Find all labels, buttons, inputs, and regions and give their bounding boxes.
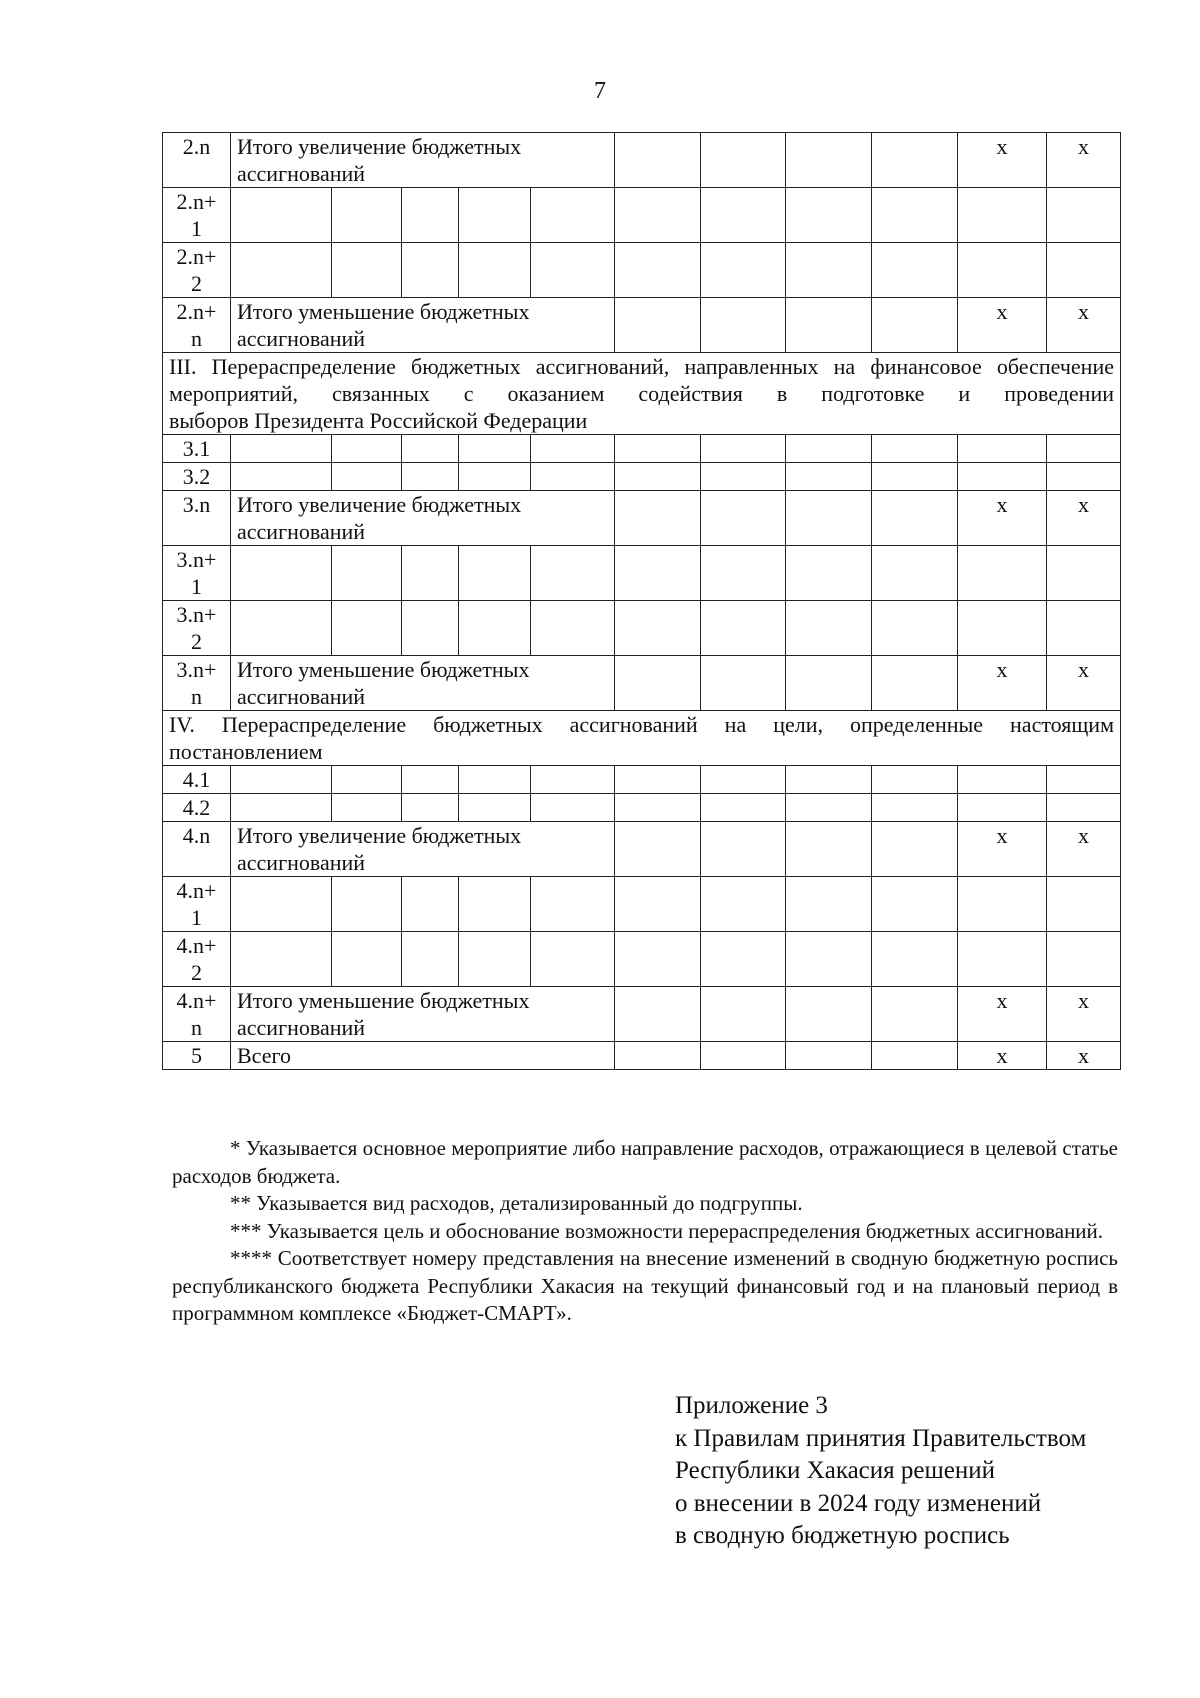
table-cell: [1047, 877, 1121, 932]
section-heading-last-line: постановлением: [169, 739, 323, 764]
table-cell: [615, 1042, 701, 1070]
row-number: 2.n: [163, 133, 231, 188]
table-cell: [872, 1042, 958, 1070]
table-cell: [231, 243, 332, 298]
table-cell: [701, 243, 786, 298]
table-cell: [615, 133, 701, 188]
table-cell: [872, 601, 958, 656]
x-mark: x: [1047, 133, 1121, 188]
table-cell: [231, 932, 332, 987]
table-cell: [786, 133, 872, 188]
appendix-line: в сводную бюджетную роспись: [675, 1522, 1010, 1549]
table-cell: [786, 463, 872, 491]
table-cell: [332, 243, 402, 298]
table-cell: [402, 794, 459, 822]
table-cell: [531, 243, 615, 298]
x-mark: x: [958, 298, 1047, 353]
table-cell: [615, 794, 701, 822]
table-cell: [402, 188, 459, 243]
table-row: [163, 766, 1121, 794]
row-number: 3.2: [163, 463, 231, 491]
table-cell: [701, 766, 786, 794]
row-number: 3.n: [163, 491, 231, 546]
table-row: [163, 491, 1121, 546]
table-cell: [872, 987, 958, 1042]
appendix-line: Приложение 3: [675, 1392, 828, 1419]
table-row: [163, 435, 1121, 463]
table-cell: [615, 463, 701, 491]
table-cell: [459, 877, 531, 932]
row-label: Итого уменьшение бюджетных ассигнований: [231, 987, 615, 1042]
table-cell: [872, 766, 958, 794]
table-cell: [531, 601, 615, 656]
table-cell: [1047, 435, 1121, 463]
table-cell: [231, 794, 332, 822]
table-cell: [786, 601, 872, 656]
table-cell: [872, 435, 958, 463]
table-cell: [1047, 932, 1121, 987]
table-cell: [402, 877, 459, 932]
table-cell: [459, 435, 531, 463]
table-cell: [531, 188, 615, 243]
table-cell: [231, 766, 332, 794]
table-cell: [958, 463, 1047, 491]
table-cell: [402, 932, 459, 987]
x-mark: x: [958, 987, 1047, 1042]
table-row: [163, 656, 1121, 711]
table-cell: [701, 932, 786, 987]
row-number: 2.n+ 2: [163, 243, 231, 298]
table-cell: [615, 822, 701, 877]
table-cell: [531, 435, 615, 463]
table-cell: [332, 877, 402, 932]
appendix-line: Республики Хакасия решений: [675, 1457, 995, 1484]
table-cell: [615, 435, 701, 463]
row-number: 4.n+ 2: [163, 932, 231, 987]
row-label: Итого увеличение бюджетных ассигнований: [231, 491, 615, 546]
table-cell: [402, 435, 459, 463]
table-cell: [459, 932, 531, 987]
table-cell: [786, 822, 872, 877]
table-cell: [231, 435, 332, 463]
row-number: 4.n+ 1: [163, 877, 231, 932]
table-cell: [615, 188, 701, 243]
table-cell: [786, 877, 872, 932]
table-cell: [872, 932, 958, 987]
x-mark: x: [1047, 656, 1121, 711]
table-cell: [459, 463, 531, 491]
table-cell: [615, 656, 701, 711]
table-row: [163, 987, 1121, 1042]
table-cell: [531, 794, 615, 822]
table-cell: [958, 877, 1047, 932]
row-number: 4.1: [163, 766, 231, 794]
table-cell: [1047, 766, 1121, 794]
row-number: 3.n+ 1: [163, 546, 231, 601]
table-cell: [786, 766, 872, 794]
table-cell: [459, 546, 531, 601]
x-mark: x: [958, 133, 1047, 188]
footnote: * Указывается основное мероприятие либо направление расходов, отражающиеся в целевой статье расходов бюджета.: [172, 1136, 1118, 1188]
table-cell: [615, 298, 701, 353]
table-cell: [872, 133, 958, 188]
table-cell: [872, 546, 958, 601]
table-cell: [872, 243, 958, 298]
row-number: 2.n+ n: [163, 298, 231, 353]
table-cell: [786, 932, 872, 987]
table-cell: [231, 601, 332, 656]
table-cell: [872, 877, 958, 932]
footnote: ** Указывается вид расходов, детализированный до подгруппы.: [230, 1191, 803, 1215]
table-cell: [332, 932, 402, 987]
table-cell: [615, 932, 701, 987]
table-cell: [701, 1042, 786, 1070]
table-cell: [958, 932, 1047, 987]
table-cell: [701, 601, 786, 656]
x-mark: x: [958, 491, 1047, 546]
table-cell: [701, 656, 786, 711]
row-label: Итого уменьшение бюджетных ассигнований: [231, 298, 615, 353]
table-cell: [701, 435, 786, 463]
table-cell: [701, 822, 786, 877]
row-number: 3.n+ 2: [163, 601, 231, 656]
table-cell: [459, 188, 531, 243]
table-cell: [402, 601, 459, 656]
table-cell: [958, 243, 1047, 298]
row-number: 2.n+ 1: [163, 188, 231, 243]
x-mark: x: [958, 822, 1047, 877]
table-cell: [231, 463, 332, 491]
table-cell: [332, 463, 402, 491]
x-mark: x: [958, 656, 1047, 711]
table-cell: [701, 794, 786, 822]
table-cell: [872, 463, 958, 491]
table-cell: [1047, 463, 1121, 491]
table-cell: [459, 766, 531, 794]
table-cell: [402, 243, 459, 298]
row-number: 3.n+ n: [163, 656, 231, 711]
table-cell: [459, 601, 531, 656]
table-cell: [531, 932, 615, 987]
table-cell: [615, 601, 701, 656]
table-cell: [615, 491, 701, 546]
table-cell: [531, 546, 615, 601]
table-cell: [786, 435, 872, 463]
table-cell: [786, 656, 872, 711]
table-row: [163, 601, 1121, 656]
row-label: Итого увеличение бюджетных ассигнований: [231, 822, 615, 877]
table-cell: [332, 435, 402, 463]
table-cell: [332, 766, 402, 794]
table-cell: [531, 463, 615, 491]
x-mark: x: [1047, 987, 1121, 1042]
table-cell: [615, 546, 701, 601]
table-row: [163, 188, 1121, 243]
table-cell: [958, 546, 1047, 601]
table-cell: [231, 188, 332, 243]
section-heading-text: III. Перераспределение бюджетных ассигнований, направленных на финансовое обеспечение мероприятий, связанных с оказанием содействия в подготовке и проведении: [169, 354, 1114, 406]
table-cell: [701, 188, 786, 243]
table-cell: [402, 766, 459, 794]
table-cell: [872, 491, 958, 546]
table-cell: [531, 877, 615, 932]
x-mark: x: [958, 1042, 1047, 1070]
section-heading-last-line: выборов Президента Российской Федерации: [169, 408, 588, 433]
footnote: **** Соответствует номеру представления на внесение изменений в сводную бюджетную роспись республиканского бюджета Республики Хакасия на текущий финансовый год и на плановый период в программном комплексе «Бюджет-СМАРТ».: [172, 1246, 1118, 1325]
table-cell: [1047, 188, 1121, 243]
table-row: [163, 711, 1121, 766]
table-cell: [332, 601, 402, 656]
table-cell: [1047, 601, 1121, 656]
table-cell: [786, 794, 872, 822]
table-cell: [786, 546, 872, 601]
table-cell: [615, 243, 701, 298]
table-cell: [786, 298, 872, 353]
table-cell: [872, 298, 958, 353]
table-cell: [958, 435, 1047, 463]
table-cell: [701, 298, 786, 353]
table-cell: [701, 491, 786, 546]
table-row: [163, 243, 1121, 298]
x-mark: x: [1047, 822, 1121, 877]
table-cell: [872, 188, 958, 243]
table-cell: [701, 463, 786, 491]
table-cell: [615, 766, 701, 794]
appendix-line: к Правилам принятия Правительством: [675, 1424, 1087, 1452]
section-heading: [163, 353, 1121, 435]
table-cell: [786, 987, 872, 1042]
table-row: [163, 298, 1121, 353]
table-cell: [332, 794, 402, 822]
row-number: 5: [163, 1042, 231, 1070]
table-cell: [402, 546, 459, 601]
page-number: 7: [594, 78, 606, 104]
table-cell: [872, 822, 958, 877]
table-cell: [872, 794, 958, 822]
footnote: *** Указывается цель и обоснование возможности перераспределения бюджетных ассигнований.: [230, 1218, 1104, 1243]
table-cell: [872, 656, 958, 711]
x-mark: x: [1047, 1042, 1121, 1070]
row-number: 4.n+ n: [163, 987, 231, 1042]
table-cell: [402, 463, 459, 491]
table-cell: [332, 188, 402, 243]
row-label: Итого уменьшение бюджетных ассигнований: [231, 656, 615, 711]
table-cell: [332, 546, 402, 601]
table-cell: [701, 133, 786, 188]
table-cell: [231, 877, 332, 932]
footnotes: [172, 1135, 1118, 1328]
table-cell: [958, 601, 1047, 656]
table-cell: [786, 188, 872, 243]
appendix-line: о внесении в 2024 году изменений: [675, 1489, 1042, 1517]
appendix-header: [675, 1390, 1155, 1553]
table-row: [163, 546, 1121, 601]
table-row: [163, 877, 1121, 932]
table-cell: [1047, 243, 1121, 298]
table-cell: [231, 546, 332, 601]
table-row: [163, 133, 1121, 188]
table-cell: [701, 546, 786, 601]
table-cell: [531, 766, 615, 794]
table-cell: [786, 1042, 872, 1070]
table-cell: [459, 794, 531, 822]
table-row: [163, 794, 1121, 822]
section-heading: [163, 711, 1121, 766]
x-mark: x: [1047, 298, 1121, 353]
row-number: 4.2: [163, 794, 231, 822]
table-row: [163, 1042, 1121, 1070]
table-row: [163, 353, 1121, 435]
table-cell: [958, 188, 1047, 243]
table-row: [163, 932, 1121, 987]
row-number: 4.n: [163, 822, 231, 877]
table-cell: [786, 491, 872, 546]
table-cell: [1047, 794, 1121, 822]
table-cell: [786, 243, 872, 298]
row-label: Итого увеличение бюджетных ассигнований: [231, 133, 615, 188]
budget-reallocation-table: [162, 132, 1121, 1070]
table-cell: [958, 766, 1047, 794]
section-heading-text: IV. Перераспределение бюджетных ассигнований на цели, определенные настоящим: [169, 712, 1114, 737]
x-mark: x: [1047, 491, 1121, 546]
table-row: [163, 822, 1121, 877]
table-cell: [459, 243, 531, 298]
table-cell: [1047, 546, 1121, 601]
table-row: [163, 463, 1121, 491]
table-cell: [701, 987, 786, 1042]
row-label: Всего: [231, 1042, 615, 1070]
table-cell: [701, 877, 786, 932]
table-cell: [958, 794, 1047, 822]
table-cell: [615, 987, 701, 1042]
row-number: 3.1: [163, 435, 231, 463]
table-cell: [615, 877, 701, 932]
